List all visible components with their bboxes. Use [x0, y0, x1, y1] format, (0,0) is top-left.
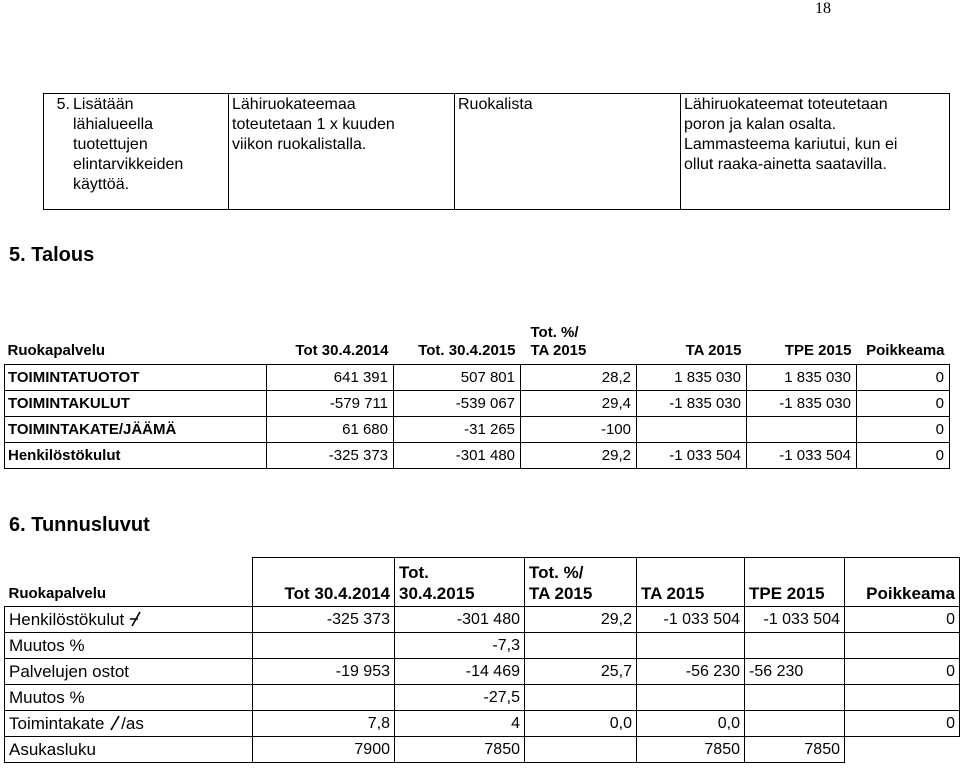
cell: -27,5	[395, 685, 525, 711]
cell: -325 373	[267, 443, 394, 469]
tunnusluvut-table	[4, 557, 960, 763]
cell: 0	[845, 711, 960, 737]
tunnusluvut-title: 6. Tunnusluvut	[9, 514, 150, 536]
header-tot-pct	[525, 558, 637, 607]
cell: 0,0	[525, 711, 637, 737]
cell: -1 033 504	[637, 443, 747, 469]
action-line: Lähiruokateemaa	[232, 96, 356, 113]
action-line: viikon ruokalistalla.	[232, 136, 367, 153]
cell: -1 033 504	[637, 607, 745, 633]
cell: -301 480	[395, 607, 525, 633]
header-poikkeama: Poikkeama	[845, 558, 960, 607]
cell: 7850	[637, 737, 745, 763]
row-label: Muutos %	[5, 633, 253, 659]
cell: -1 835 030	[747, 391, 857, 417]
tunnusluvut-header-row	[5, 558, 960, 607]
table-row	[5, 365, 950, 391]
cell: 0	[845, 659, 960, 685]
table-row	[5, 607, 960, 633]
row-label: TOIMINTAKATE/JÄÄMÄ	[5, 417, 267, 443]
table-row	[5, 417, 950, 443]
cell	[745, 685, 845, 711]
result-line: Lammasteema kariutui, kun ei	[684, 136, 898, 153]
goal-line: elintarvikkeiden	[73, 156, 184, 173]
header-poikkeama: Poikkeama	[866, 342, 945, 359]
cell: 0	[857, 417, 950, 443]
table-row	[5, 443, 950, 469]
table-row	[5, 711, 960, 737]
goal-line: lähialueella	[73, 116, 154, 133]
cell	[637, 633, 745, 659]
header-tot-pct-line2: TA 2015	[529, 584, 593, 603]
cell: -301 480	[394, 443, 521, 469]
cell: 641 391	[267, 365, 394, 391]
cell: 507 801	[394, 365, 521, 391]
cell: 0,0	[637, 711, 745, 737]
cell: -31 265	[394, 417, 521, 443]
cell	[745, 633, 845, 659]
row-label: Palvelujen ostot	[5, 659, 253, 685]
row-label: Muutos %	[5, 685, 253, 711]
cell: -14 469	[395, 659, 525, 685]
row-label-unit: /as	[121, 713, 144, 733]
result-line: ollut raaka-ainetta saatavilla.	[684, 156, 887, 173]
table-row	[5, 659, 960, 685]
cell: -19 953	[253, 659, 395, 685]
table-row	[5, 685, 960, 711]
cell	[637, 685, 745, 711]
cell: 7900	[253, 737, 395, 763]
row-label-text: Henkilöstökulut	[9, 609, 125, 629]
cell: 4	[395, 711, 525, 737]
header-tot-2014: Tot 30.4.2014	[295, 342, 389, 359]
row-label-text: Toimintakate	[9, 713, 105, 733]
result-line: Lähiruokateemat toteutetaan	[684, 96, 888, 113]
cell: -100	[521, 417, 637, 443]
cell: 7,8	[253, 711, 395, 737]
cell: 1 835 030	[637, 365, 747, 391]
cell	[525, 737, 637, 763]
cell: 0	[857, 391, 950, 417]
cell: -1 033 504	[745, 607, 845, 633]
cell: -579 711	[267, 391, 394, 417]
action-plan-table	[43, 93, 950, 210]
cell: -539 067	[394, 391, 521, 417]
indicator-cell	[455, 94, 681, 210]
cell: 0	[857, 443, 950, 469]
cell: -7,3	[395, 633, 525, 659]
cell: 7850	[395, 737, 525, 763]
result-cell	[681, 94, 950, 210]
cell	[525, 633, 637, 659]
cell	[845, 737, 960, 763]
goal-line: Lisätään	[73, 96, 134, 113]
header-ruokapalvelu: Ruokapalvelu	[5, 558, 253, 607]
header-tot-2014: Tot 30.4.2014	[253, 558, 395, 607]
cell: 61 680	[267, 417, 394, 443]
cell	[745, 711, 845, 737]
header-tot-pct	[521, 308, 637, 365]
goal-number: 5.	[56, 96, 70, 113]
action-cell	[229, 94, 455, 210]
cell	[525, 685, 637, 711]
table-row	[5, 391, 950, 417]
cell: -1 033 504	[747, 443, 857, 469]
goal-cell	[44, 94, 229, 210]
header-tot-pct-line1: Tot. %/	[529, 563, 584, 582]
cell: 1 835 030	[747, 365, 857, 391]
cell	[747, 417, 857, 443]
header-tpe-2015: TPE 2015	[745, 558, 845, 607]
row-label: TOIMINTAKULUT	[5, 391, 267, 417]
row-label: TOIMINTATUOTOT	[5, 365, 267, 391]
cell	[845, 685, 960, 711]
euro-icon	[109, 714, 121, 732]
result-line: poron ja kalan osalta.	[684, 116, 837, 133]
talous-header-row	[5, 308, 950, 365]
header-tot-pct-line2: TA 2015	[530, 342, 587, 359]
cell	[253, 633, 395, 659]
talous-title: 5. Talous	[9, 244, 95, 266]
goal-line: käyttöä.	[73, 176, 130, 193]
talous-table	[4, 308, 950, 469]
row-label: Asukasluku	[5, 737, 253, 763]
table-row	[5, 737, 960, 763]
cell: 29,2	[521, 443, 637, 469]
cell: 29,4	[521, 391, 637, 417]
cell: -56 230	[637, 659, 745, 685]
header-tpe-2015: TPE 2015	[784, 342, 852, 359]
cell: 28,2	[521, 365, 637, 391]
cell: 25,7	[525, 659, 637, 685]
header-tot-2015: Tot. 30.4.2015	[418, 342, 516, 359]
euro-icon	[129, 610, 143, 628]
header-ruokapalvelu: Ruokapalvelu	[7, 342, 106, 359]
cell: 0	[845, 607, 960, 633]
goal-line: tuotettujen	[73, 136, 148, 153]
cell	[253, 685, 395, 711]
row-label	[5, 711, 253, 737]
indicator-line: Ruokalista	[458, 96, 533, 113]
cell: -56 230	[745, 659, 845, 685]
row-label: Henkilöstökulut	[5, 443, 267, 469]
header-tot-line2: 30.4.2015	[399, 584, 475, 603]
cell	[637, 417, 747, 443]
cell: -325 373	[253, 607, 395, 633]
cell: 0	[857, 365, 950, 391]
header-tot-line1: Tot.	[399, 563, 429, 582]
header-ta-2015: TA 2015	[637, 558, 745, 607]
header-tot-pct-line1: Tot. %/	[530, 324, 579, 341]
cell	[845, 633, 960, 659]
cell: -1 835 030	[637, 391, 747, 417]
cell: 7850	[745, 737, 845, 763]
header-tot-2015	[395, 558, 525, 607]
action-line: toteutetaan 1 x kuuden	[232, 116, 395, 133]
row-label	[5, 607, 253, 633]
table-row	[5, 633, 960, 659]
cell: 29,2	[525, 607, 637, 633]
header-ta-2015: TA 2015	[685, 342, 742, 359]
page-number: 18	[815, 0, 831, 17]
